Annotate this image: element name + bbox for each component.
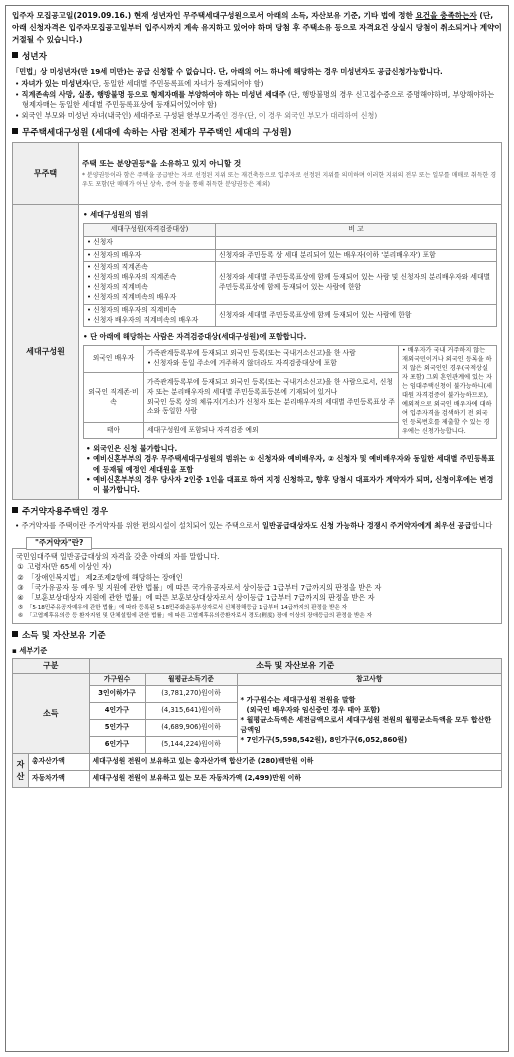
square-bullet-icon [12,128,18,134]
house-cell: 주택 또는 분양권등*을 소유하고 있지 아니할 것 * 분양권등이라 함은 주택을 공급받는 자로 선정된 지위 또는 재건축등으로 입주자로 선정된 지위를 의미하며 이러한 지위의 전부 또는 일부를 매매로 취득한 경우도 포함(단 매매가 아닌 상속, 증여 등을 통해 취득한 분양권등은 제외) [79,143,502,205]
intro-text-underlined: 요건을 충족하는자 [415,11,477,20]
intro-paragraph [12,10,502,45]
intro-text-2: (단, 아래 신청자격은 입주자모집공고일부터 입주시까지 계속 유지하고 있어야 하며 당첨 후 주택소유 등으로 자격요건 상실시 당첨이 취소되거나 계약이 거절될 수 있습니다.) [12,11,502,44]
adult-bullet-3: • 외국인 부모와 미성년 자녀(내국인) 세대주로 구성된 한부모가족인 경우(단, 이 경우 외국인 부모가 대리하여 신청) [15,110,378,120]
intro-text-1: 입주자 모집공고일(2019.09.16.) 현재 성년자인 무주택세대구성원으로서 아래의 소득, 자산보유 기준, 기타 법에 정한 [12,11,416,20]
square-bullet-icon [12,52,18,58]
member-cell [79,205,502,500]
only-title: • 단 아래에 해당하는 사람은 자격검증대상(세대구성원)에 포함합니다. [83,332,307,342]
vulnerable-box-title: "주거약자"란? [26,537,92,550]
income-notes: * 가구원수는 세대구성원 전원을 말함 (외국인 배우자와 임신중인 경우 태아 포함) * 월평균소득액은 세전금액으로서 세대구성원 전원의 월평균소득액을 모두 합산한 금액임 * 7인가구(5,598,542원), 8인가구(6,052,860원) [237,686,501,754]
adult-bullet-1: • 자녀가 있는 미성년자(단, 동일한 세대별 주민등록표에 자녀가 등재되어야 함) [15,79,264,89]
house-label: 무주택 [13,143,79,205]
member-notes: • 외국인은 신청 불가합니다. • 예비신혼부부의 경우 무주택세대구성원의 범위는 ① 신청자와 예비배우자, ② 신청자 및 예비배우자와 동일한 세대별 주민등록표에 등재될 예정인 세대원을 포함 • 예비신혼부부의 경우 당사자 2인중 1인을 대표로 하여 지정 신청하고, 향후 당첨시 대표자가 계약자가 되며, 신청이후에는 변경이 불가합니다. [86,443,495,495]
detail-title: ▪ 세부기준 [12,645,48,655]
adult-bullet-2: • 직계존속의 사망, 실종, 행방불명 등으로 형제자매를 부양하여야 하는 미성년 세대주 (단, 행방불명의 경우 신고접수증으로 증명해야하며, 부양해야하는 형제자매는 동일한 세대별 주민등록표상에 등재되어있어야 함) [15,89,495,110]
vulnerable-box: 국민임대주택 일반공급대상의 자격을 갖춘 아래의 자를 말합니다. ① 고령자(만 65세 이상인 자) ② 「장애인복지법」 제2조제2항에 해당하는 장애인 ③ 「국가유공자 등 예우 및 지원에 관한 법률」에 따른 국가유공자로서 상이등급 1급부터 7급까지의 판정을 받은 자 ④ 「보훈보상대상자 지원에 관한 법률」에 따른 보훈보상대상자로서 상이등급 1급부터 7급까지의 판정을 받은 자 ⑤ 「5·18민주유공자예우에 관한 법률」에 따라 등록된 5·18민주화운동부상자로서 신체장해등급 1급부터 14급까지의 판정을 받은 자 ⑥ 「고엽제후유의증 등 환자지원 및 단체설립에 관한 법률」에 따른 고엽제후유의증환자로서 경도(輕度) 장애 이상의 장애등급의 판정을 받은 자 [12,548,502,624]
section-title-income: 소득 및 자산보유 기준 [12,630,502,642]
square-bullet-icon [12,631,18,637]
vulnerable-text: • 주거약자를 주택이란 주거약자를 위한 편의시설이 설치되어 있는 주택으로서 일반공급대상자도 신청 가능하나 경쟁시 주거약자에게 최우선 공급합니다 [15,521,493,531]
foreign-table: 외국인 배우자 가족관계등록부에 등재되고 외국인 등록(또는 국내거소신고)을 한 사람 • 신청자와 동일 주소에 거주하지 않더라도 자격검증대상에 포함 • 배우자가 국내 거주하지 않는 재외국민이거나 외국인 등록을 하지 않은 외국인인 경우(국적상실자 포함) 그외 혼인관계에 있는 자는 임대주택신청이 불가능하니(세대원 자격검증이 불가능하므로), 예외적으로 외국인 배우자에 대하여 입주자격을 검색하기 전 외국인 등록번호를 제출할 수 있는 경우에는 신청가능합니다. 외국인 직계존·비속 가족관계등록부에 등재되고 외국인 등록(또는 국내거소신고)을 한 사람으로서, 신청자 또는 분리배우자의 세대별 주민등록표등본에 기재되어 있거나 외국인 등록 상의 체류지(거소)가 신청자 또는 분리배우자의 세대별 주민등록표상 주소와 동일한 사람 태아 세대구성원에 포함되나 자격검증 예외 [83,345,497,439]
square-bullet-icon [12,507,18,513]
section-title-nonowner: 무주택세대구성원 (세대에 속하는 사람 전체가 무주택인 세대의 구성원) [12,127,502,139]
range-title: • 세대구성원의 범위 [83,210,149,220]
member-label: 세대구성원 [13,205,79,500]
nonowner-table [12,142,502,500]
section-title-vulnerable: 주거약자용주택인 경우 [12,506,502,518]
section-title-adult: 성년자 [12,51,502,63]
adult-text: 「민법」상 미성년자(만 19세 미만)는 공급 신청할 수 없습니다. 단, 아래의 어느 하나에 해당하는 경우 미성년자도 공급신청가능합니다. [12,66,443,76]
income-table: 구분 소득 및 자산보유 기준 소득 가구원수 월평균소득기준 참고사항 3인이하가구 (3,781,270)원이하 * 가구원수는 세대구성원 전원을 말함 (외국인 배우자와 임신중인 경우 태아 포함) * 월평균소득액은 세전금액으로서 세대구성원 전원의 월평균소득액을 모두 합산한 금액임 * 7인가구(5,598,542원), 8인가구(6,052,860원) 4인가구 (4,315,641)원이하 5인가구 (4,689,906)원이하 6인가구 (5,144,224)원이하 자산 총자산가액 세대구성원 전원이 보유하고 있는 총자산가액 합산기준 (280)백만원 이하 자동차가액 세대구성원 전원이 보유하고 있는 모든 자동차가액 (2,499)만원 이하 [12,658,502,788]
range-table: 세대구성원(자격검증대상) 비 고 • 신청자 • 신청자의 배우자 신청자와 주민등록 상 세대 분리되어 있는 배우자(이하 '분리배우자') 포함 • 신청자의 직계존속 • 신청자의 배우자의 직계존속 • 신청자의 직계비속 • 신청자의 직계비속의 배우자 신청자와 세대별 주민등록표상에 함께 등재되어 있는 사람 및 신청자의 분리배우자와 세대별 주민등록표상에 함께 등재되어 있는 사람에 한함 • 신청자의 배우자의 직계비속 • 신청자 배우자의 직계비속의 배우자 신청자와 세대별 주민등록표상에 함께 등재되어 있는 사람에 한함 [83,223,497,328]
document-page [5,5,509,1052]
